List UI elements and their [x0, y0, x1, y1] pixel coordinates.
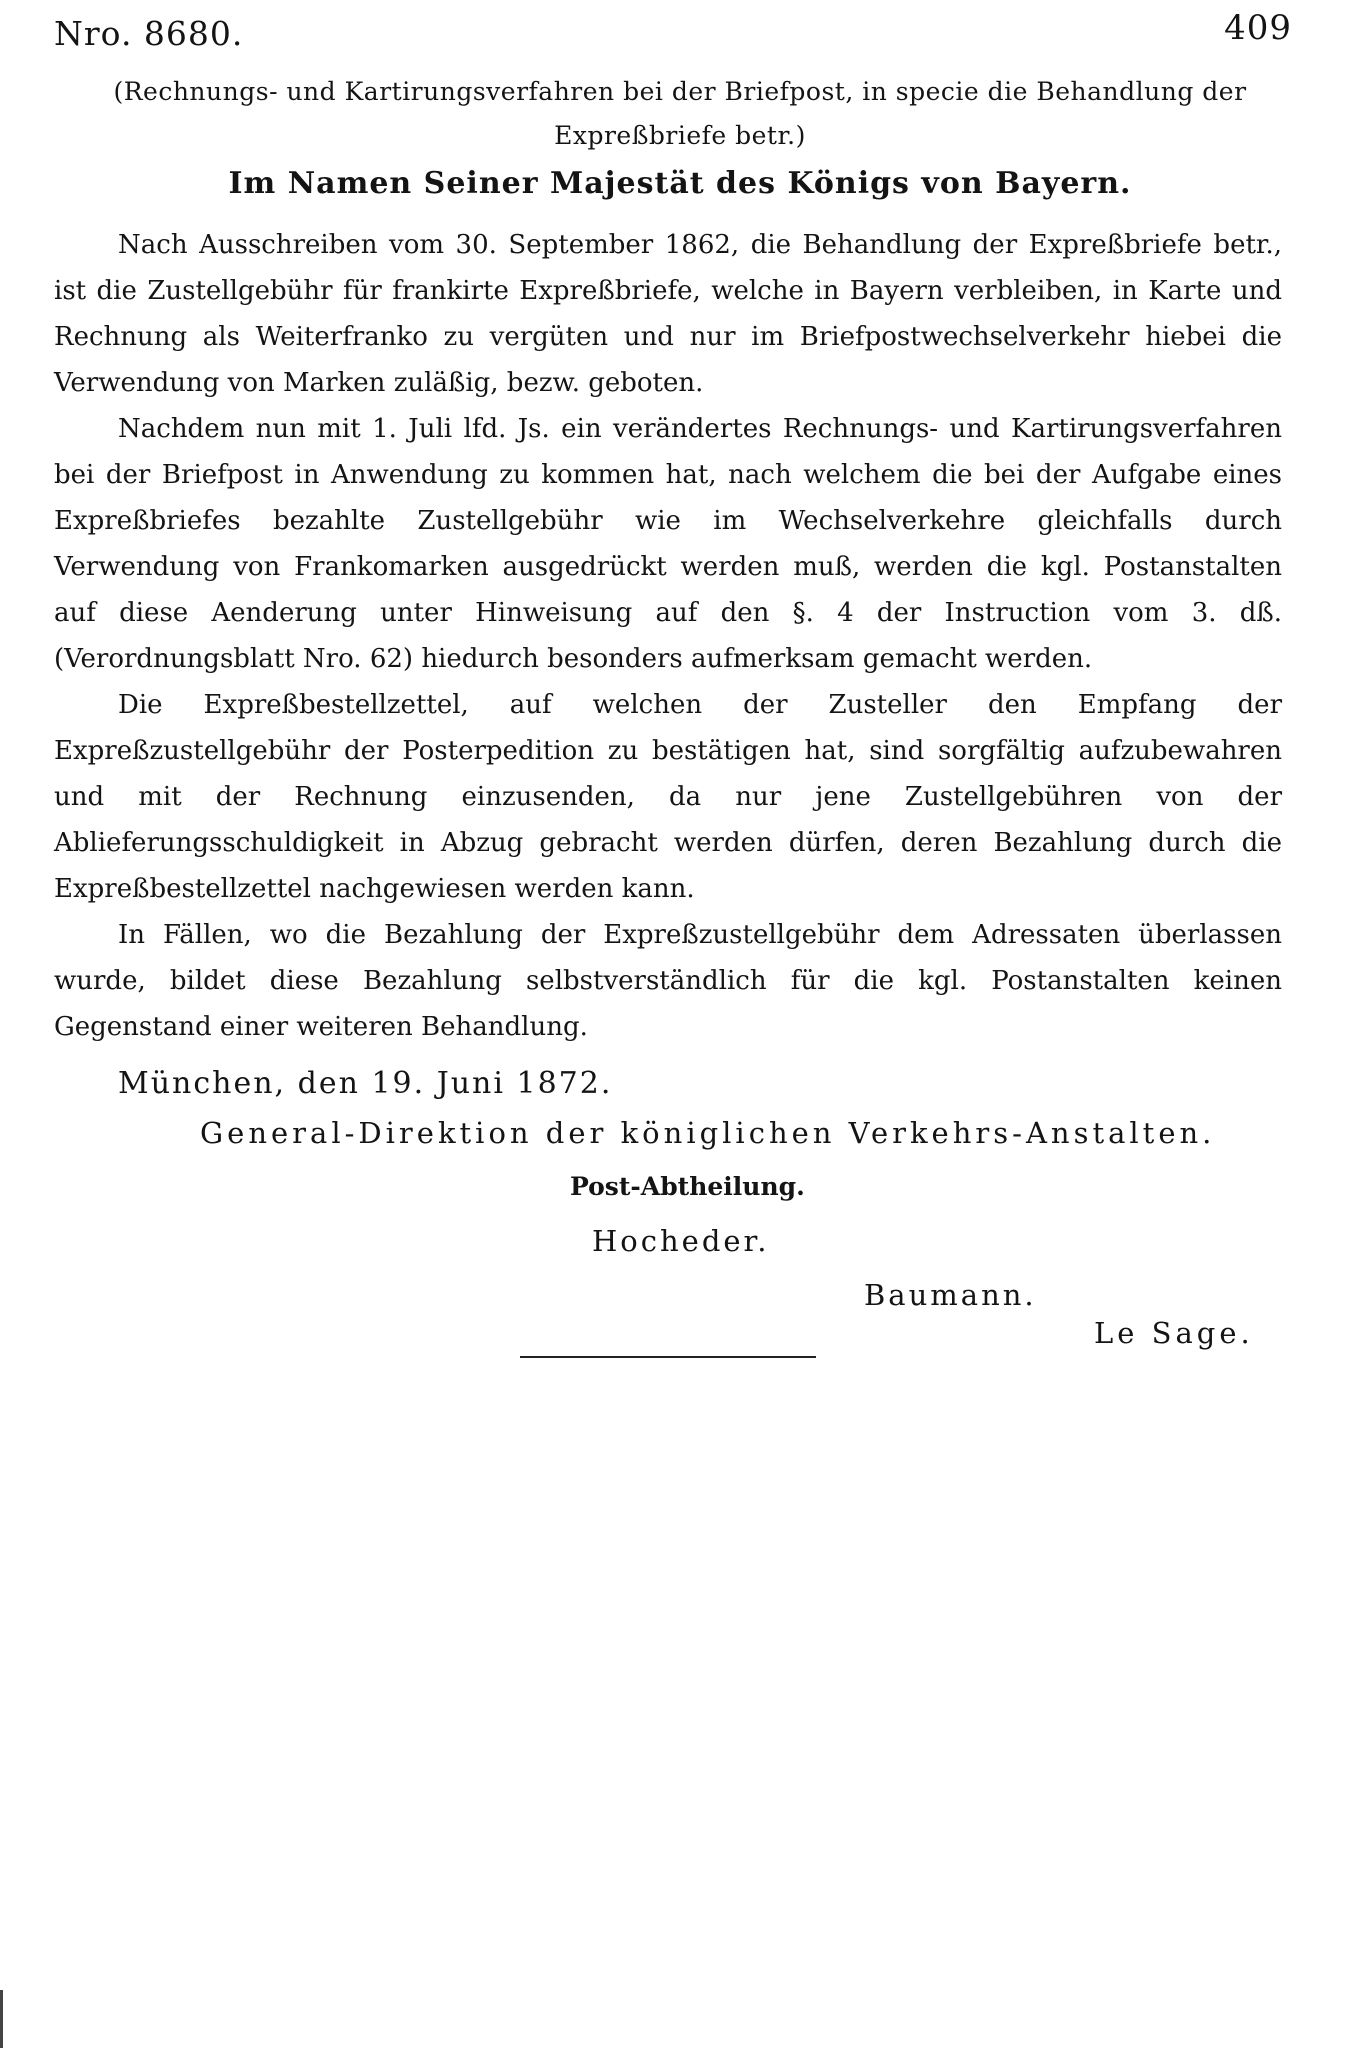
signatory-le-sage: Le Sage.	[1094, 1316, 1254, 1350]
paragraph: Nachdem nun mit 1. Juli lfd. Js. ein verändertes Rechnungs- und Kartirungsverfahren bei der Briefpost in Anwendung zu kommen hat, nach welchem die bei der Aufgabe eines Expreßbriefes bezahlte Zustellgebühr wie im Wechselverkehre gleichfalls durch Verwendung von Frankomarken ausgedrückt werden muß, werden die kgl. Postanstalten auf diese Aenderung unter Hinweisung auf den §. 4 der Instruction vom 3. dß. (Verordnungsblatt Nro. 62) hiedurch besonders aufmerksam gemacht werden.	[54, 414, 1282, 674]
decree-heading: Im Namen Seiner Majestät des Königs von Bayern.	[228, 166, 1132, 201]
scan-edge-mark	[0, 1990, 3, 2048]
document-subject: (Rechnungs- und Kartirungsverfahren bei der Briefpost, in specie die Behandlung der Expreßbriefe betr.)	[113, 77, 1247, 150]
document-number: Nro. 8680.	[54, 14, 244, 53]
closing-divider	[520, 1356, 816, 1358]
decree-body	[54, 222, 1282, 1050]
department-name: Post-Abtheilung.	[570, 1172, 805, 1201]
place-date: München, den 19. Juni 1872.	[118, 1066, 613, 1101]
issuing-authority: General-Direktion der königlichen Verkehrs-Anstalten.	[200, 1116, 1216, 1150]
paragraph: Die Expreßbestellzettel, auf welchen der Zusteller den Empfang der Expreßzustellgebühr der Posterpedition zu bestätigen hat, sind sorgfältig aufzubewahren und mit der Rechnung einzusenden, da nur jene Zustellgebühren von der Ablieferungsschuldigkeit in Abzug gebracht werden dürfen, deren Bezahlung durch die Expreßbestellzettel nachgewiesen werden kann.	[54, 690, 1282, 904]
signatory-hocheder: Hocheder.	[592, 1224, 770, 1258]
signatory-baumann: Baumann.	[864, 1278, 1037, 1312]
paragraph: Nach Ausschreiben vom 30. September 1862, die Behandlung der Expreßbriefe betr., ist die Zustellgebühr für frankirte Expreßbriefe, welche in Bayern verbleiben, in Karte und Rechnung als Weiterfranko zu vergüten und nur im Briefpostwechselverkehr hiebei die Verwendung von Marken zuläßig, bezw. geboten.	[54, 230, 1282, 398]
page-number: 409	[1224, 8, 1292, 48]
paragraph: In Fällen, wo die Bezahlung der Expreßzustellgebühr dem Adressaten überlassen wurde, bildet diese Bezahlung selbstverständlich für die kgl. Postanstalten keinen Gegenstand einer weiteren Behandlung.	[54, 920, 1282, 1042]
